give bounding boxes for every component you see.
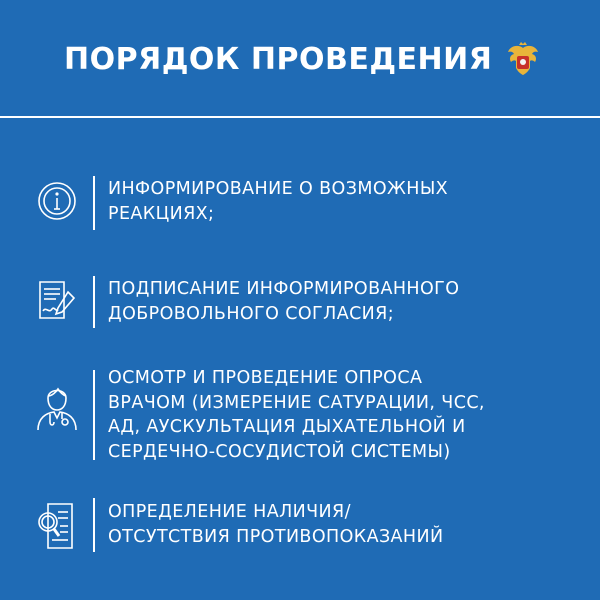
item-divider	[93, 276, 95, 328]
item-divider	[93, 176, 95, 230]
item-text-line: РЕАКЦИЯХ;	[108, 203, 215, 224]
doctor-icon	[34, 380, 80, 432]
item-text-line: ДОБРОВОЛЬНОГО СОГЛАСИЯ;	[108, 303, 395, 324]
item-text-line: ИНФОРМИРОВАНИЕ О ВОЗМОЖНЫХ	[108, 179, 449, 199]
item-text-line: ОПРЕДЕЛЕНИЕ НАЛИЧИЯ/	[108, 502, 351, 522]
item-divider	[93, 370, 95, 460]
item-text-line: ОТСУТСТВИЯ ПРОТИВОПОКАЗАНИЙ	[108, 526, 444, 547]
info-icon	[34, 178, 80, 224]
item-text-line: СЕРДЕЧНО-СОСУДИСТОЙ СИСТЕМЫ)	[108, 441, 451, 462]
header-divider	[0, 116, 600, 118]
page-title: ПОРЯДОК ПРОВЕДЕНИЯ	[64, 42, 493, 77]
item-divider	[93, 498, 95, 552]
item-text-line: ПОДПИСАНИЕ ИНФОРМИРОВАННОГО	[108, 279, 460, 299]
signed-document-icon	[34, 278, 80, 324]
item-text-line: АД, АУСКУЛЬТАЦИЯ ДЫХАТЕЛЬНОЙ И	[108, 417, 466, 437]
coat-of-arms-icon	[506, 42, 540, 78]
document-magnifier-icon	[34, 500, 80, 552]
item-text-line: ВРАЧОМ (ИЗМЕРЕНИЕ САТУРАЦИИ, ЧСС,	[108, 392, 485, 413]
item-text-line: ОСМОТР И ПРОВЕДЕНИЕ ОПРОСА	[108, 368, 423, 388]
